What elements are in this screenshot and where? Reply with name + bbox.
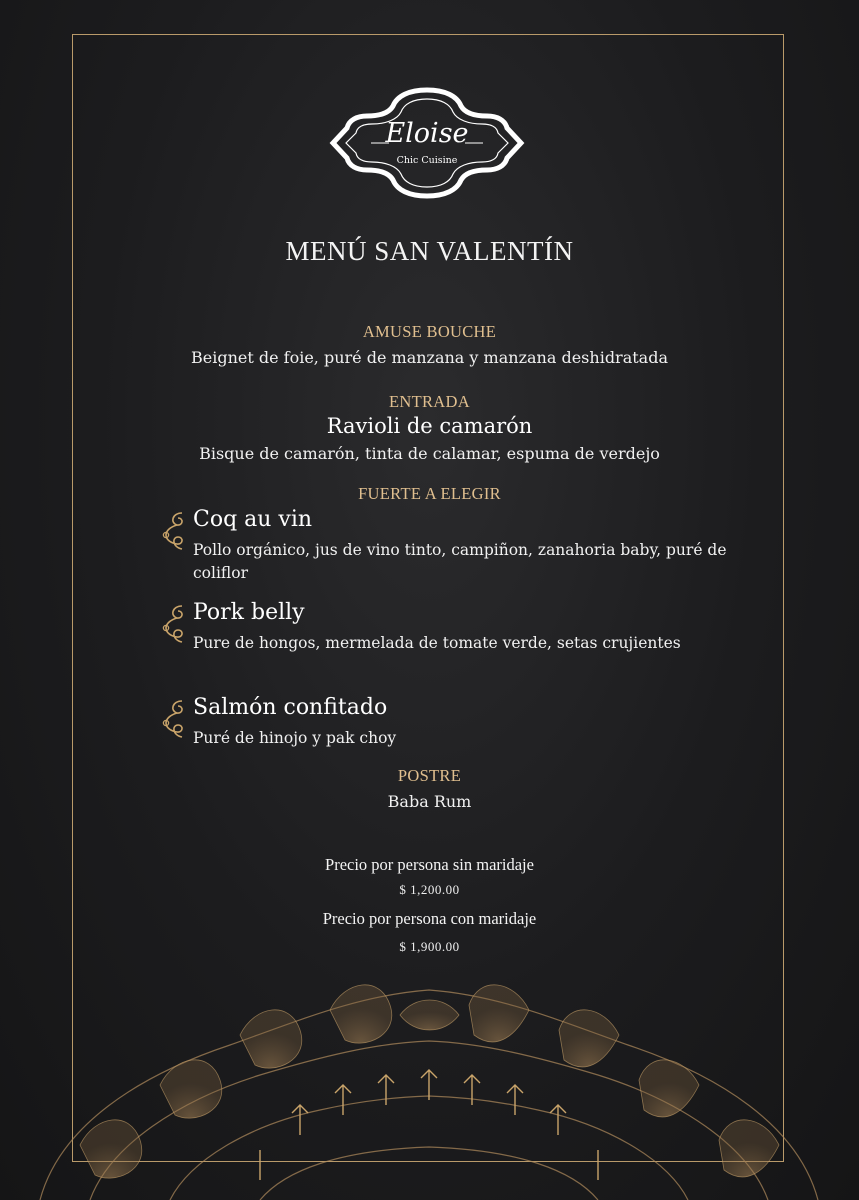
fuerte-label: FUERTE A ELEGIR: [358, 484, 501, 503]
price-label: Precio por persona sin maridaje: [325, 855, 534, 874]
entrada-dish: Ravioli de camarón: [326, 414, 533, 438]
course-description: Pure de hongos, mermelada de tomate verde, setas crujientes: [193, 634, 681, 652]
flourish-icon: [160, 602, 190, 646]
course-name: Coq au vin: [193, 507, 313, 532]
entrada-label: ENTRADA: [389, 392, 470, 411]
amuse-bouche-description: Beignet de foie, puré de manzana y manzana deshidratada: [190, 348, 668, 367]
flourish-icon: [160, 697, 190, 741]
course-description: Puré de hinojo y pak choy: [193, 729, 397, 747]
postre-dish: Baba Rum: [387, 792, 472, 811]
menu-title: MENÚ SAN VALENTÍN: [285, 236, 574, 266]
flourish-icon: [160, 509, 190, 553]
price-label: Precio por persona con maridaje: [322, 909, 537, 928]
price-value: $ 1,900.00: [399, 939, 460, 954]
entrada-description: Bisque de camarón, tinta de calamar, espuma de verdejo: [199, 444, 660, 463]
logo-tagline: Chic Cuisine: [396, 155, 458, 166]
price-value: $ 1,200.00: [399, 882, 460, 897]
mandala-ornament: [0, 975, 859, 1200]
logo-name: Eloise: [385, 118, 469, 149]
eloise-logo: [329, 86, 525, 200]
postre-label: POSTRE: [397, 766, 462, 785]
course-name: Pork belly: [193, 600, 305, 625]
course-description: Pollo orgánico, jus de vino tinto, campiñon, zanahoria baby, puré de coliflor: [193, 541, 727, 582]
course-name: Salmón confitado: [193, 695, 388, 720]
amuse-bouche-label: AMUSE BOUCHE: [362, 322, 497, 341]
